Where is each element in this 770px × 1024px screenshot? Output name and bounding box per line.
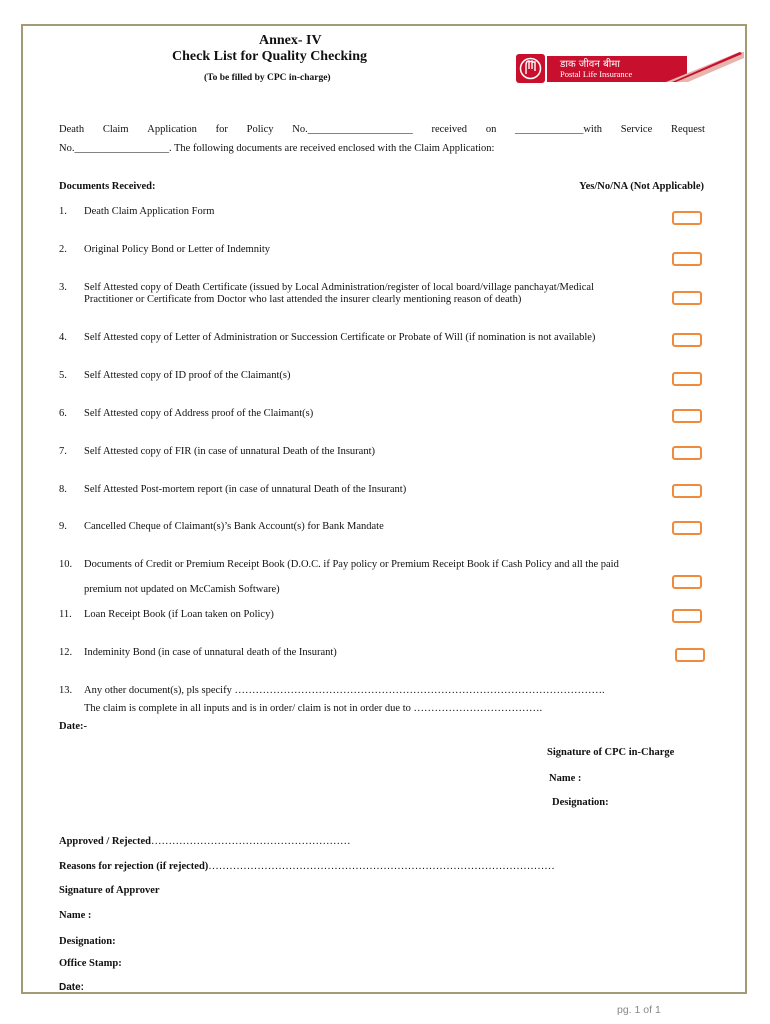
approver-name-label: Name : xyxy=(59,910,92,921)
item-text: Indeminity Bond (in case of unnatural death of the Insurant) xyxy=(84,647,337,658)
approver-designation-label: Designation: xyxy=(59,936,116,947)
item-number: 8. xyxy=(59,484,67,495)
postal-life-insurance-logo xyxy=(516,52,744,84)
item-checkbox[interactable] xyxy=(672,575,702,589)
item-text: Cancelled Cheque of Claimant(s)’s Bank Account(s) for Bank Mandate xyxy=(84,521,384,532)
item-number: 11. xyxy=(59,609,72,620)
item-checkbox[interactable] xyxy=(675,648,705,662)
yes-no-na-heading: Yes/No/NA (Not Applicable) xyxy=(579,181,704,192)
intro-word: Request xyxy=(671,124,705,135)
approved-rejected-dots: ………………………………………………… xyxy=(150,836,351,847)
cpc-designation-label: Designation: xyxy=(552,797,609,808)
item-checkbox[interactable] xyxy=(672,484,702,498)
item-checkbox[interactable] xyxy=(672,409,702,423)
intro-line-2[interactable]: No.__________________. The following documents are received enclosed with the Claim Application: xyxy=(59,143,495,154)
item-text: Documents of Credit or Premium Receipt Book (D.O.C. if Pay policy or Premium Receipt Book if Cash Policy and all the paid xyxy=(84,559,619,570)
cpc-signature-label: Signature of CPC in-Charge xyxy=(547,747,675,758)
approved-rejected-label: Approved / Rejected xyxy=(59,836,151,847)
intro-word: Death xyxy=(59,124,85,135)
item-text: Death Claim Application Form xyxy=(84,206,215,217)
approver-date-label: Date: xyxy=(59,982,85,993)
item-number: 5. xyxy=(59,370,67,381)
item-text: Self Attested Post-mortem report (in case of unnatural Death of the Insurant) xyxy=(84,484,407,495)
item-text: Self Attested copy of Address proof of the Claimant(s) xyxy=(84,408,314,419)
item-number: 7. xyxy=(59,446,67,457)
item-checkbox[interactable] xyxy=(672,291,702,305)
documents-received-heading: Documents Received: xyxy=(59,181,156,192)
intro-line-1 xyxy=(59,124,705,135)
claim-status-field[interactable]: The claim is complete in all inputs and is in order/ claim is not in order due to ………………………………. xyxy=(84,703,543,714)
item-number: 6. xyxy=(59,408,67,419)
item-text-continued: Practitioner or Certificate from Doctor who last attended the insurer clearly mentioning reason of death) xyxy=(84,294,522,305)
item-number: 13. xyxy=(59,685,73,696)
item-checkbox[interactable] xyxy=(672,446,702,460)
item-number: 4. xyxy=(59,332,67,343)
item-number: 1. xyxy=(59,206,67,217)
item-text: Loan Receipt Book (if Loan taken on Policy) xyxy=(84,609,274,620)
item-number: 12. xyxy=(59,647,73,658)
logo-text-hindi: डाक जीवन बीमा xyxy=(560,59,620,70)
intro-word: Claim xyxy=(102,124,129,135)
rejection-reasons-field[interactable] xyxy=(59,861,555,872)
rejection-reasons-label: Reasons for rejection (if rejected) xyxy=(59,861,209,872)
cpc-name-label: Name : xyxy=(549,773,582,784)
item-text: Self Attested copy of Death Certificate (issued by Local Administration/register of local board/village panchayat/Medical xyxy=(84,282,594,293)
received-date-field[interactable]: _____________with xyxy=(515,124,602,135)
approver-signature-label: Signature of Approver xyxy=(59,885,160,896)
item-checkbox[interactable] xyxy=(672,609,702,623)
page-border xyxy=(21,24,747,994)
intro-word: Service xyxy=(620,124,653,135)
item-number: 3. xyxy=(59,282,67,293)
item-number: 10. xyxy=(59,559,73,570)
item-checkbox[interactable] xyxy=(672,372,702,386)
other-documents-field[interactable]: Any other document(s), pls specify ……………………………………………………………………………………………. xyxy=(84,685,605,696)
intro-word: on xyxy=(485,124,497,135)
item-checkbox[interactable] xyxy=(672,252,702,266)
rejection-reasons-dots: ……………………………………………………………………………………… xyxy=(208,861,555,872)
item-text-continued: premium not updated on McCamish Software) xyxy=(84,584,280,595)
intro-word: Application xyxy=(147,124,197,135)
item-checkbox[interactable] xyxy=(672,333,702,347)
approved-rejected-field[interactable] xyxy=(59,836,350,847)
item-text: Self Attested copy of Letter of Administration or Succession Certificate or Probate of Will (if nomination is not available) xyxy=(84,332,596,343)
item-text: Self Attested copy of ID proof of the Claimant(s) xyxy=(84,370,291,381)
intro-word: for xyxy=(215,124,228,135)
annex-label: Annex- IV xyxy=(259,33,322,48)
policy-number-field[interactable]: No.____________________ xyxy=(292,124,413,135)
date-label: Date:- xyxy=(59,721,87,732)
item-text: Self Attested copy of FIR (in case of unnatural Death of the Insurant) xyxy=(84,446,376,457)
intro-word: Policy xyxy=(246,124,274,135)
item-checkbox[interactable] xyxy=(672,521,702,535)
intro-word: received xyxy=(431,124,468,135)
item-checkbox[interactable] xyxy=(672,211,702,225)
logo-text-en: Postal Life Insurance xyxy=(560,69,633,79)
page-title: Check List for Quality Checking xyxy=(172,49,367,64)
page-number: pg. 1 of 1 xyxy=(617,1004,661,1016)
office-stamp-label: Office Stamp: xyxy=(59,958,122,969)
item-number: 9. xyxy=(59,521,67,532)
item-number: 2. xyxy=(59,244,67,255)
item-text: Original Policy Bond or Letter of Indemnity xyxy=(84,244,271,255)
page-subtitle: (To be filled by CPC in-charge) xyxy=(204,73,331,83)
